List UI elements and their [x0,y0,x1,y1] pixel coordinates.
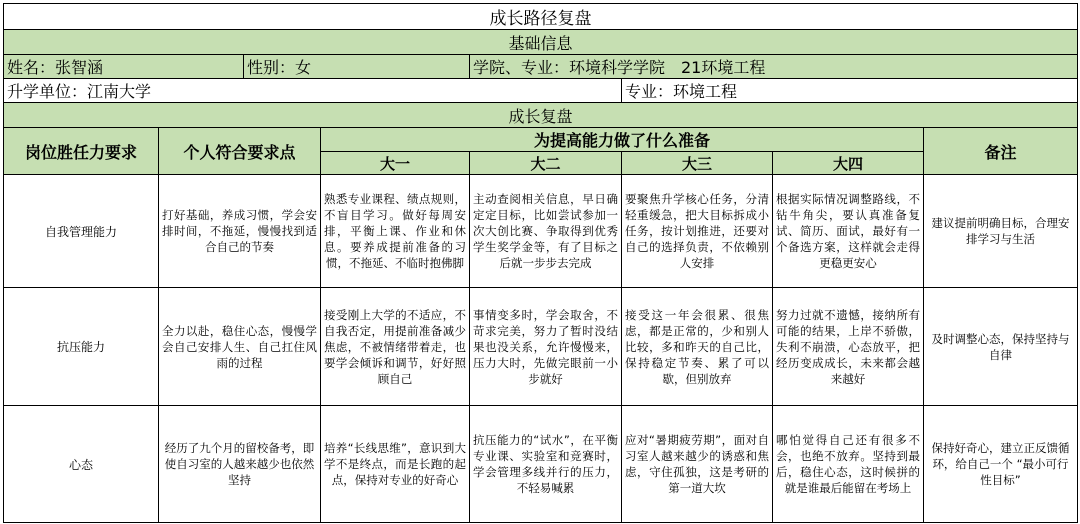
name-field: 姓名：张智涵 [4,55,244,79]
admission-unit-field: 升学单位：江南大学 [4,79,622,103]
admission-major-field: 专业：环境工程 [622,79,1078,103]
year1-cell: 熟悉专业课程、绩点规则，不盲目学习。做好每周安排，平衡上课、作业和休息。要养成提前准备的习惯，不拖延、不临时抱佛脚 [321,175,470,288]
personal-cell: 经历了九个月的留校备考，即使自习室的人越来越少也依然坚持 [159,406,321,523]
table-row [4,288,1078,406]
gender-field: 性别：女 [244,55,470,79]
year3-cell: 接受这一年会很累、很焦虑，都是正常的，少和别人比较，多和昨天的自己比，保持稳定节奏、累了可以歇，但别放弃 [622,288,773,406]
personal-header: 个人符合要求点 [159,128,321,175]
preparation-header: 为提高能力做了什么准备 [321,128,924,152]
year3-header: 大三 [622,152,773,175]
basic-info-header: 基础信息 [4,30,1078,55]
table-row [4,406,1078,523]
ability-cell: 心态 [4,406,159,523]
page-title: 成长路径复盘 [4,4,1078,30]
year4-cell: 根据实际情况调整路线，不钻牛角尖，要认真准备复试、简历、面试，最好有一个备选方案，这样就会走得更稳更安心 [773,175,924,288]
year1-cell: 培养“长线思维”，意识到大学不是终点，而是长跑的起点，保持对专业的好奇心 [321,406,470,523]
personal-cell: 全力以赴，稳住心态，慢慢学会自己安排人生、自己扛住风雨的过程 [159,288,321,406]
school-major-field: 学院、专业：环境科学学院 21环境工程 [470,55,1078,79]
year3-cell: 要聚焦升学核心任务，分清轻重缓急，把大目标拆成小任务，按计划推进，还要对自己的选择负责，不依赖别人安排 [622,175,773,288]
table-row [4,175,1078,288]
year4-cell: 努力过就不遗憾，接纳所有可能的结果，上岸不骄傲，失利不崩溃，心态放平，把经历变成成长，未来都会越来越好 [773,288,924,406]
year4-cell: 哪怕觉得自己还有很多不会，也绝不放弃。坚持到最后，稳住心态，这时候拼的就是谁最后能留在考场上 [773,406,924,523]
growth-review-header: 成长复盘 [4,103,1078,128]
year1-header: 大一 [321,152,470,175]
personal-cell: 打好基础，养成习惯，学会安排时间，不拖延，慢慢找到适合自己的节奏 [159,175,321,288]
year2-header: 大二 [470,152,622,175]
competency-header: 岗位胜任力要求 [4,128,159,175]
year4-header: 大四 [773,152,924,175]
remarks-header: 备注 [924,128,1078,175]
remarks-cell: 建议提前明确目标，合理安排学习与生活 [924,175,1078,288]
year1-cell: 接受刚上大学的不适应，不自我否定，用提前准备减少焦虑，不被情绪带着走，也要学会倾诉和调节，好好照顾自己 [321,288,470,406]
remarks-cell: 保持好奇心，建立正反馈循环，给自己一个 “最小可行性目标” [924,406,1078,523]
growth-review-table [3,3,1078,523]
year2-cell: 主动查阅相关信息，早日确定定目标，比如尝试参加一次大创比赛、争取得到优秀学生奖学金等，有了目标之后就一步步去完成 [470,175,622,288]
ability-cell: 自我管理能力 [4,175,159,288]
year3-cell: 应对“暑期疲劳期”，面对自习室人越来越少的诱惑和焦虑，守住孤独，这是考研的第一道大坎 [622,406,773,523]
year2-cell: 抗压能力的“试水”，在平衡专业课、实验室和竞赛时，学会管理多线并行的压力，不轻易喊累 [470,406,622,523]
year2-cell: 事情变多时，学会取舍，不苛求完美，努力了暂时没结果也没关系，允许慢慢来，压力大时，先做完眼前一小步就好 [470,288,622,406]
remarks-cell: 及时调整心态，保持坚持与自律 [924,288,1078,406]
ability-cell: 抗压能力 [4,288,159,406]
